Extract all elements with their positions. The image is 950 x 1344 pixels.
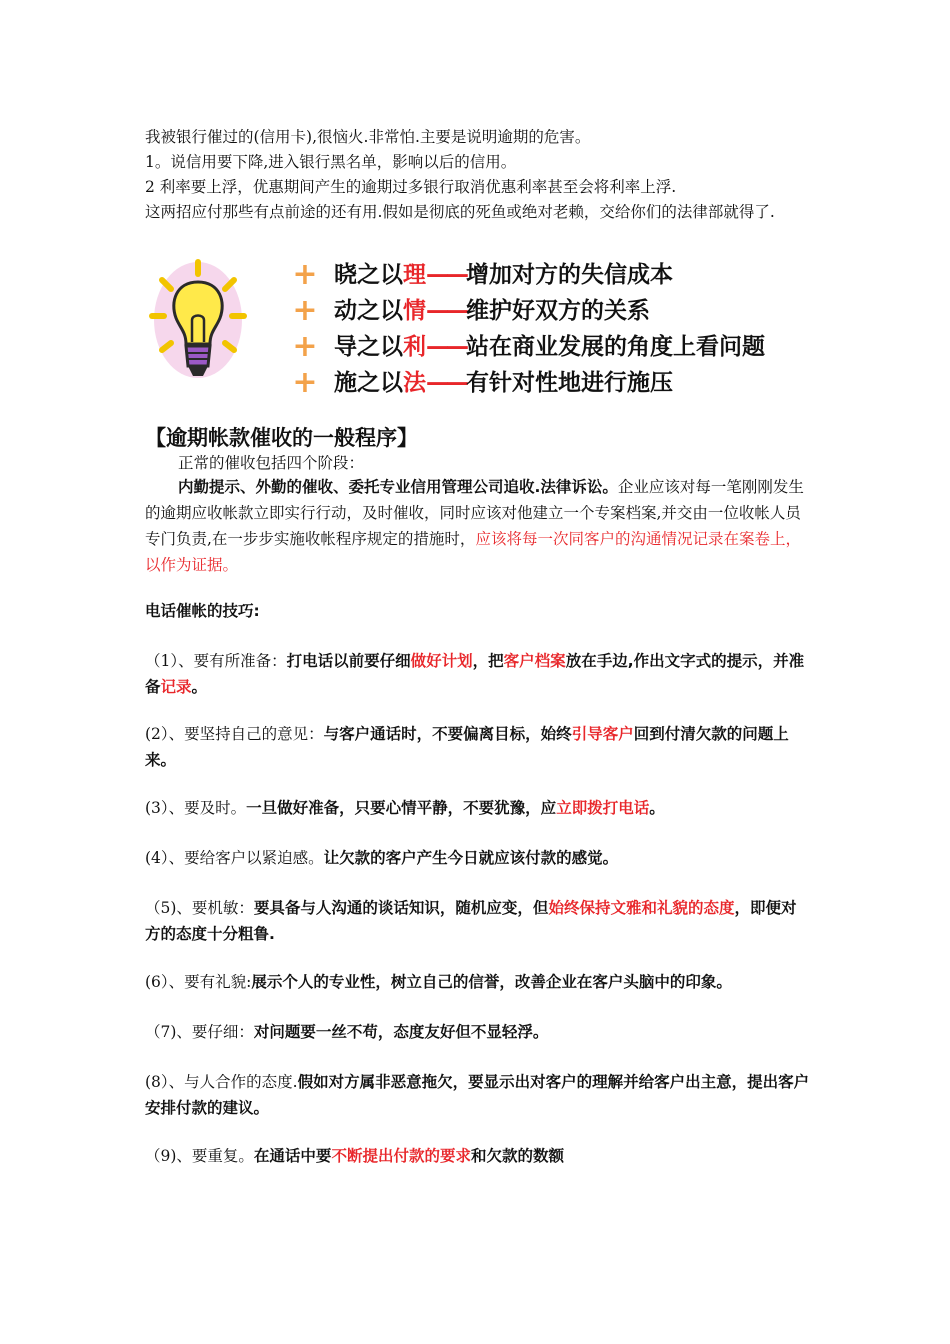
section-title: 【逾期帐款催收的一般程序】 <box>145 426 418 450</box>
tip-7 <box>145 1019 810 1045</box>
paragraph-bold: 内勤提示、外勤的催收、委托专业信用管理公司追收.法律诉讼。 <box>178 478 618 496</box>
tip-text: 和欠款的数额 <box>470 1147 564 1165</box>
motto-dash: —— <box>426 298 466 324</box>
motto-key: 理 <box>403 262 426 288</box>
tip-label: （7)、要仔细： <box>145 1023 254 1041</box>
motto-pre: 晓之以 <box>334 262 403 288</box>
tip-label: (8）、与人合作的态度. <box>145 1073 298 1091</box>
motto-row-3 <box>290 330 830 364</box>
motto-row-1 <box>290 258 830 292</box>
tip-label: （9)、要重复。 <box>145 1147 254 1165</box>
intro-line-2: 1。说信用要下降,进入银行黑名单，影响以后的信用。 <box>145 153 517 171</box>
tip-label: （1）、要有所准备： <box>145 652 287 670</box>
plus-icon: + <box>292 329 318 364</box>
tips-title: 电话催帐的技巧: <box>145 602 260 620</box>
tip-highlight: 做好计划 <box>410 652 473 670</box>
tip-text: 回到付清欠款的问题上来。 <box>145 725 789 769</box>
tip-label: （5)、要机敏： <box>145 899 254 917</box>
motto-dash: —— <box>426 262 466 288</box>
motto-dash: —— <box>426 334 466 360</box>
tip-6 <box>145 969 810 995</box>
intro-line-4: 这两招应付那些有点前途的还有用.假如是彻底的死鱼或绝对老赖，交给你们的法律部就得了. <box>145 203 775 221</box>
lightbulb-icon <box>148 258 248 388</box>
section-paragraph <box>145 474 810 578</box>
section-lead: 正常的催收包括四个阶段： <box>178 454 365 472</box>
plus-icon: + <box>292 257 318 292</box>
tip-text: 让欠款的客户产生今日就应该付款的感觉。 <box>323 849 619 867</box>
tip-highlight: 记录 <box>160 678 192 696</box>
tip-4 <box>145 845 810 871</box>
tip-5 <box>145 895 810 947</box>
paragraph-normal: 企业应该对每一笔刚刚发生的逾期应收帐款立即实行行动，及时催收，同时应该对他建立一个专案档案,并交由一位收帐人员专门负责,在一步步实施收帐程序规定的措施时， <box>145 478 804 548</box>
motto-post: 增加对方的失信成本 <box>466 262 673 288</box>
motto-row-2 <box>290 294 830 328</box>
tip-label: (4）、要给客户以紧迫感。 <box>145 849 324 867</box>
tip-label: (6）、要有礼貌: <box>145 973 252 991</box>
tip-text: 一旦做好准备，只要心情平静，不要犹豫，应 <box>246 799 557 817</box>
motto-pre: 施之以 <box>334 370 403 396</box>
motto-key: 利 <box>403 334 426 360</box>
motto-dash: —— <box>426 370 466 396</box>
tip-text: 放在手边,作出文字式的提示，并准备 <box>145 652 805 696</box>
plus-icon: + <box>292 365 318 400</box>
paragraph-red: 应该将每一次同客户的沟通情况记录在案卷上，以作为证据。 <box>145 530 801 574</box>
tip-text: 要具备与人沟通的谈话知识，随机应变，但 <box>253 899 549 917</box>
motto-key: 法 <box>403 370 426 396</box>
tip-label: (3）、要及时。 <box>145 799 247 817</box>
tip-text: ，把 <box>472 652 504 670</box>
motto-post: 维护好双方的关系 <box>466 298 650 324</box>
plus-icon: + <box>292 293 318 328</box>
tip-text: 在通话中要 <box>253 1147 332 1165</box>
tip-highlight: 始终保持文雅和礼貌的态度 <box>548 899 735 917</box>
tip-highlight: 客户档案 <box>503 652 566 670</box>
tip-1 <box>145 648 810 700</box>
tip-2 <box>145 721 810 773</box>
tip-highlight: 立即拨打电话 <box>556 799 650 817</box>
tip-text: 假如对方属非恶意拖欠，要显示出对客户的理解并给客户出主意，提出客户安排付款的建议。 <box>145 1073 810 1117</box>
tip-label: (2）、要坚持自己的意见： <box>145 725 324 743</box>
tip-highlight: 不断提出付款的要求 <box>331 1147 471 1165</box>
tip-text: 与客户通话时，不要偏离目标，始终 <box>323 725 572 743</box>
tip-8 <box>145 1069 810 1121</box>
intro-line-1: 我被银行催过的(信用卡),很恼火.非常怕.主要是说明逾期的危害。 <box>145 128 591 146</box>
tip-9 <box>145 1143 810 1169</box>
tip-text: 。 <box>649 799 665 817</box>
tip-highlight: 引导客户 <box>571 725 634 743</box>
tip-text: ，即便对方的态度十分粗鲁. <box>145 899 797 943</box>
tip-text: 展示个人的专业性，树立自己的信誉，改善企业在客户头脑中的印象。 <box>251 973 732 991</box>
motto-pre: 导之以 <box>334 334 403 360</box>
tip-3 <box>145 795 810 821</box>
tip-text: 打电话以前要仔细 <box>286 652 411 670</box>
motto-post: 站在商业发展的角度上看问题 <box>466 334 765 360</box>
tip-text: 。 <box>191 678 208 696</box>
motto-key: 情 <box>403 298 426 324</box>
motto-row-4 <box>290 366 830 400</box>
motto-post: 有针对性地进行施压 <box>466 370 673 396</box>
motto-pre: 动之以 <box>334 298 403 324</box>
tip-text: 对问题要一丝不苟，态度友好但不显轻浮。 <box>253 1023 549 1041</box>
intro-line-3: 2 利率要上浮，优惠期间产生的逾期过多银行取消优惠利率甚至会将利率上浮. <box>145 178 677 196</box>
